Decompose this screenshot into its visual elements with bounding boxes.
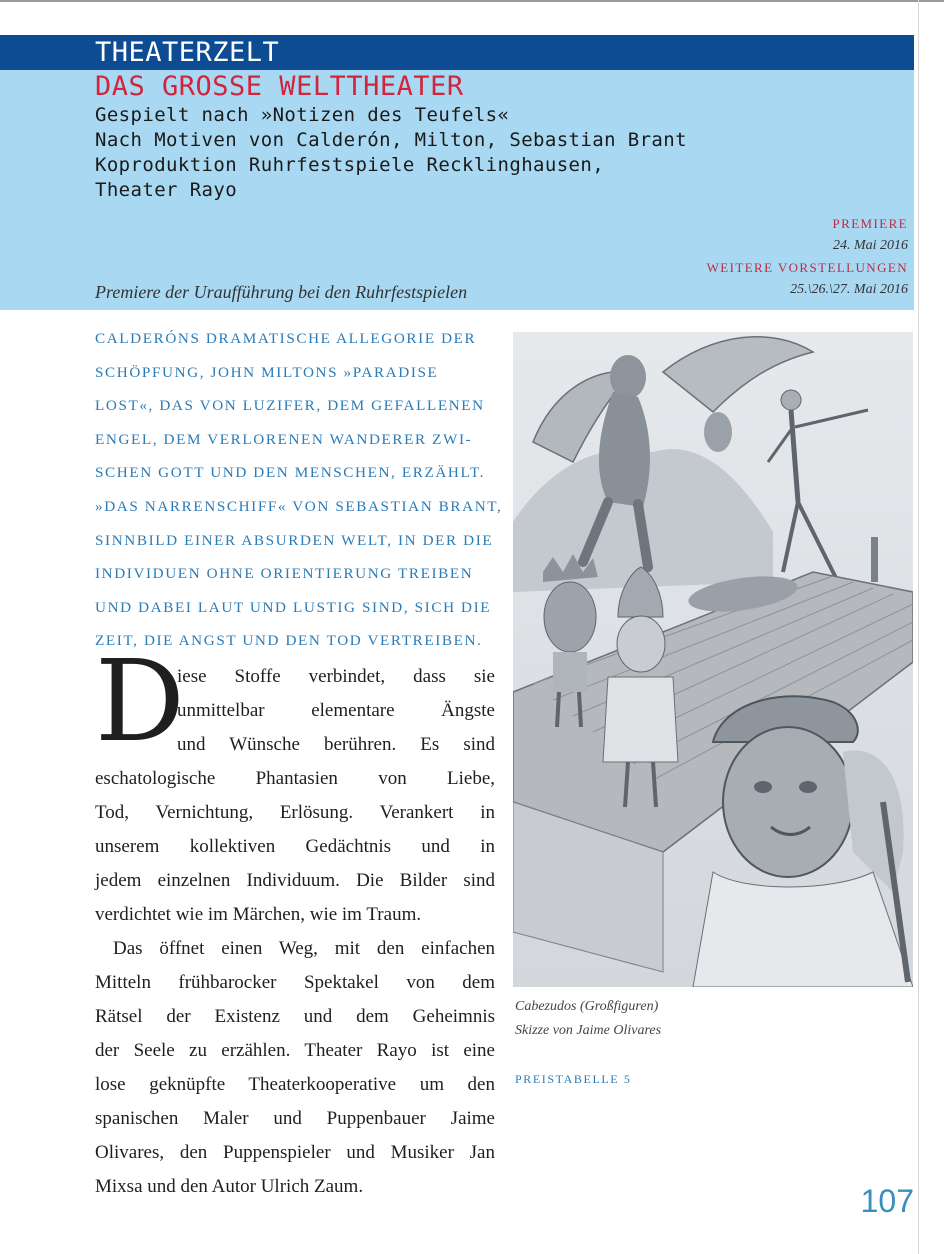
lead-line: LOST«, DAS VON LUZIFER, DEM GEFALLENEN [95, 397, 485, 415]
body-line: iese Stoffe verbindet, dass sie [177, 666, 495, 687]
credit-line: Nach Motiven von Calderón, Milton, Sebastian Brant [95, 129, 687, 151]
lead-line: INDIVIDUEN OHNE ORIENTIERUNG TREIBEN [95, 565, 474, 583]
more-dates-value: 25.\26.\27. Mai 2016 [790, 282, 908, 297]
lead-line: ZEIT, DIE ANGST UND DEN TOD VERTREIBEN. [95, 632, 483, 650]
body-line: spanischen Maler und Puppenbauer Jaime [95, 1108, 495, 1129]
body-line: unserem kollektiven Gedächtnis und in [95, 836, 495, 857]
credit-line: Gespielt nach »Notizen des Teufels« [95, 104, 510, 126]
figure-caption [515, 995, 661, 1043]
lead-line: UND DABEI LAUT UND LUSTIG SIND, SICH DIE [95, 598, 492, 616]
premiere-label: PREMIERE [832, 216, 908, 231]
credit-line: Theater Rayo [95, 179, 238, 201]
body-line: Rätsel der Existenz und dem Geheimnis [95, 1006, 495, 1027]
body-line: jedem einzelnen Individuum. Die Bilder sind [95, 870, 495, 891]
top-rule [0, 0, 944, 2]
body-line: unmittelbar elementare Ängste [177, 700, 495, 721]
body-line: Tod, Vernichtung, Erlösung. Verankert in [95, 802, 495, 823]
drop-cap: D [95, 637, 185, 767]
caption-line: Cabezudos (Großfiguren) [515, 999, 659, 1014]
page-number: 107 [860, 1183, 914, 1219]
body-line: lose geknüpfte Theaterkooperative um den [95, 1074, 495, 1095]
body-line: Mixsa und den Autor Ulrich Zaum. [95, 1176, 364, 1197]
body-line: Das öffnet einen Weg, mit den einfachen [113, 938, 495, 959]
lead-line: CALDERÓNS DRAMATISCHE ALLEGORIE DER [95, 330, 477, 347]
play-title: DAS GROSSE WELTTHEATER [95, 71, 464, 102]
body-line: Mitteln frühbarocker Spektakel von dem [95, 972, 495, 993]
sketch-illustration [513, 332, 913, 987]
lead-line: SINNBILD EINER ABSURDEN WELT, IN DER DIE [95, 531, 494, 549]
lead-line: ENGEL, DEM VERLORENEN WANDERER ZWI- [95, 430, 473, 448]
venue-kicker: THEATERZELT [95, 37, 280, 68]
premiere-subline: Premiere der Uraufführung bei den Ruhrfestspielen [95, 282, 468, 302]
lead-paragraph [95, 322, 503, 658]
body-line: eschatologische Phantasien von Liebe, [95, 768, 495, 789]
caption-credit: Skizze von Jaime Olivares [515, 1023, 662, 1038]
body-line: der Seele zu erzählen. Theater Rayo ist eine [95, 1040, 495, 1061]
performance-dates [707, 213, 908, 301]
lead-line: SCHEN GOTT UND DEN MENSCHEN, ERZÄHLT. [95, 464, 486, 482]
page-edge [918, 0, 919, 1254]
body-text [95, 660, 495, 1204]
credit-line: Koproduktion Ruhrfestspiele Recklinghausen, [95, 154, 605, 176]
body-line: Olivares, den Puppenspieler und Musiker Jan [95, 1142, 495, 1163]
credits-block [95, 103, 687, 203]
premiere-date: 24. Mai 2016 [832, 238, 908, 253]
lead-line: SCHÖPFUNG, JOHN MILTONS »PARADISE [95, 363, 439, 381]
price-category: PREISTABELLE 5 [515, 1072, 632, 1086]
lead-line: »DAS NARRENSCHIFF« VON SEBASTIAN BRANT, [95, 497, 503, 515]
body-line: verdichtet wie im Märchen, wie im Traum. [95, 904, 422, 925]
more-dates-label: WEITERE VORSTELLUNGEN [706, 260, 908, 275]
body-line: und Wünsche berühren. Es sind [177, 734, 495, 755]
